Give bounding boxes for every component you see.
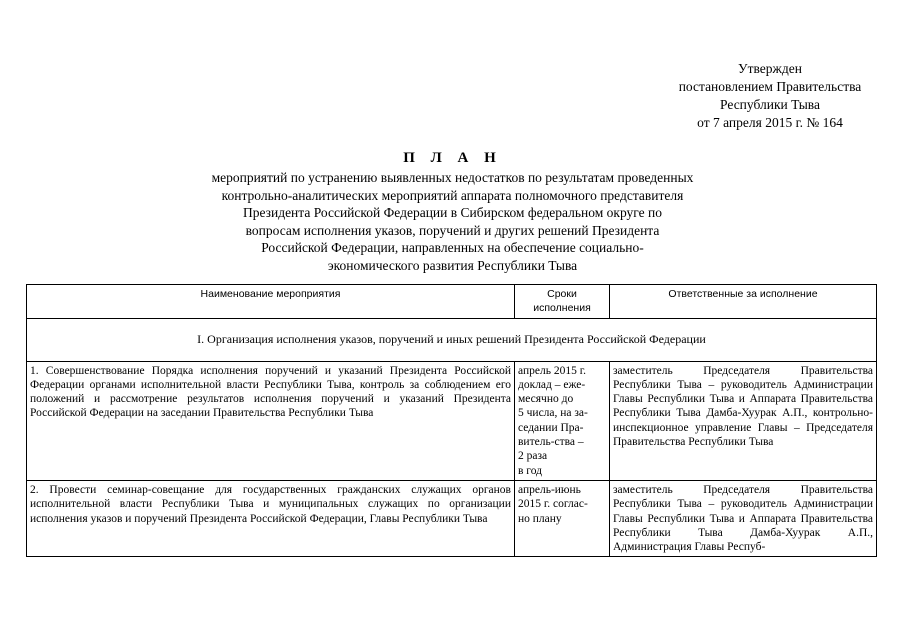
deadline-line: месячно до [518, 393, 574, 406]
approval-line: Утвержден [738, 61, 802, 76]
header-deadline-line: Сроки [547, 288, 577, 300]
deadline-line: 5 числа, на за- [518, 407, 588, 420]
section-row [27, 318, 877, 361]
table-row [27, 361, 877, 480]
deadline-line: апрель 2015 г. [518, 364, 586, 377]
approval-line: от 7 апреля 2015 г. № 164 [697, 115, 843, 130]
plan-description-line: контрольно-аналитических мероприятий аппарата полномочного представителя [221, 187, 684, 203]
table-row [27, 480, 877, 556]
approval-line: постановлением Правительства [678, 79, 862, 94]
plan-description-line: Российской Федерации, направленных на обеспечение социально- [261, 240, 644, 255]
plan-description-line: вопросам исполнения указов, поручений и других решений Президента [245, 222, 660, 238]
row-responsible: заместитель Председателя Правительства Республики Тыва – руководитель Администрации Главы Республики Тыва и Аппарата Правительства Республики Тыва Дамба-Хуурак А.П., контрольно-инспекционное управление Главы – Председателя Правительства Республики Тыва [610, 361, 877, 480]
row-responsible: заместитель Председателя Правительства Республики Тыва – руководитель Администрации Главы Республики Тыва и Аппарата Правительства Республики Тыва Дамба-Хуурак А.П., Администрация Главы Респуб- [610, 480, 877, 556]
deadline-line: доклад – еже- [518, 378, 586, 391]
header-deadline-line: исполнения [533, 302, 591, 315]
plan-description-line: мероприятий по устранению выявленных недостатков по результатам проведенных [211, 170, 694, 185]
approval-line: Республики Тыва [720, 97, 820, 112]
plan-description-line: экономического развития Республики Тыва [327, 257, 578, 273]
deadline-line: но плану [518, 512, 562, 525]
header-name: Наименование мероприятия [27, 285, 515, 319]
deadline-line: седании Пра- [518, 421, 584, 434]
plan-title: П Л А Н [403, 150, 502, 166]
deadline-line: витель-ства – [518, 436, 584, 449]
row-name: 1. Совершенствование Порядка исполнения поручений и указаний Президента Российской Федерации органами исполнительной власти Республики Тыва, контроль за соблюдением его положений и рассмотрение результатов исполнения поручений и указаний Президента Российской Федерации на заседании Правительства Республики Тыва [27, 361, 515, 480]
plan-description-line: Президента Российской Федерации в Сибирском федеральном округе по [242, 205, 662, 220]
row-deadline [515, 361, 610, 480]
plan-table [26, 284, 877, 557]
row-deadline [515, 480, 610, 556]
deadline-line: 2 раза [518, 450, 548, 463]
deadline-line: в год [518, 464, 543, 477]
row-name: 2. Провести семинар-совещание для государственных гражданских служащих органов исполнительной власти Республики Тыва и муниципальных служащих по организации исполнения указов и поручений Президента Российской Федерации, Главы Республики Тыва [27, 480, 515, 556]
header-responsible: Ответственные за исполнение [610, 285, 877, 319]
section-title: I. Организация исполнения указов, поручений и иных решений Президента Российской Федерации [27, 318, 877, 361]
table-header-row [27, 285, 877, 319]
plan-description [0, 169, 905, 274]
header-deadline [515, 285, 610, 319]
approval-block [640, 60, 900, 132]
deadline-line: апрель-июнь [518, 483, 581, 496]
deadline-line: 2015 г. соглас- [518, 498, 588, 511]
